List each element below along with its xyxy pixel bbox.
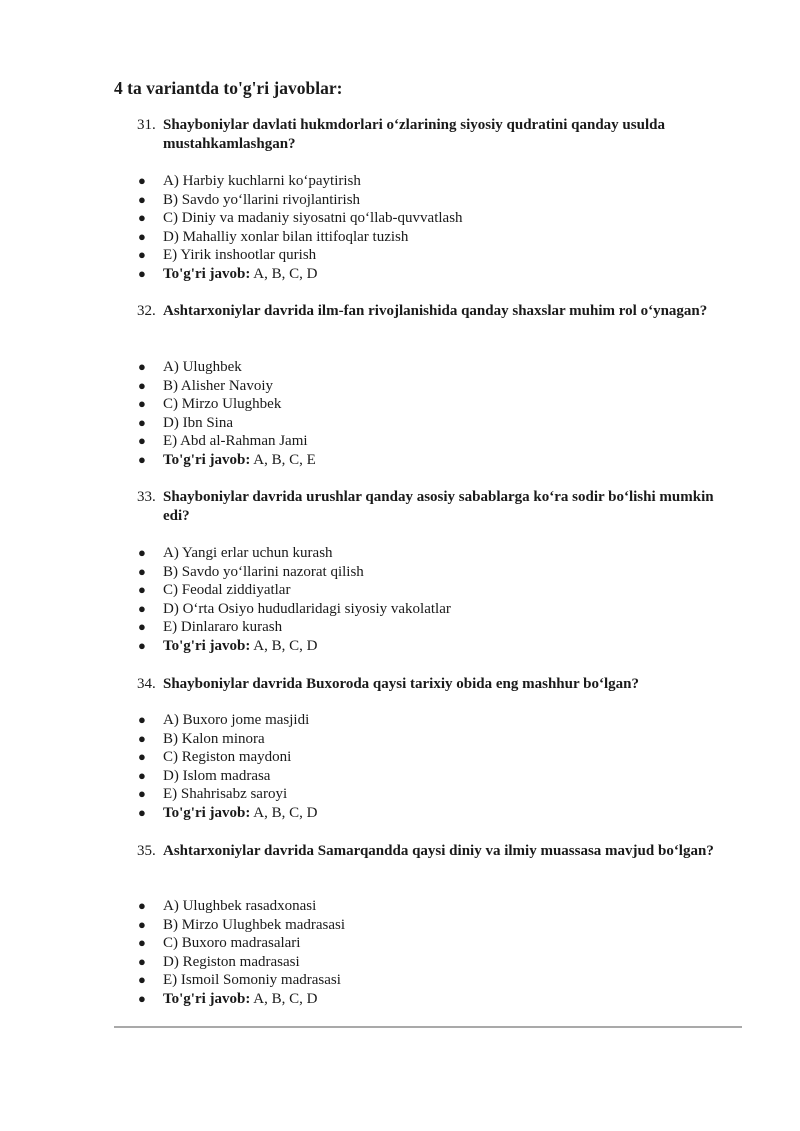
bullet-icon: ●: [138, 210, 146, 226]
bullet-icon: ●: [138, 173, 146, 188]
option-text: E) Yirik inshootlar qurish: [163, 247, 317, 264]
option-list: [0, 172, 463, 284]
bullet-icon: ●: [138, 767, 146, 783]
option-item: [0, 395, 316, 414]
option-text: A) Ulughbek rasadxonasi: [163, 898, 317, 914]
bullet-icon: ●: [138, 414, 146, 430]
question-number: 35.: [137, 843, 156, 859]
answer-item: [0, 990, 345, 1009]
option-item: [0, 916, 345, 935]
option-item: [0, 191, 463, 210]
option-list: [0, 544, 451, 656]
option-text: C) Buxoro madrasalari: [163, 935, 301, 952]
option-list: [0, 358, 316, 470]
option-item: [0, 767, 317, 786]
option-item: [0, 730, 317, 749]
bullet-icon: ●: [138, 972, 146, 988]
option-item: [0, 209, 463, 228]
question-number: 34.: [137, 676, 156, 692]
answer-label: To'g'ri javob:: [163, 451, 251, 468]
option-item: [0, 172, 463, 191]
page-heading: 4 ta variantda to'g'ri javoblar:: [114, 78, 343, 98]
option-item: [0, 971, 345, 990]
option-text: B) Savdo yo‘llarini rivojlantirish: [163, 191, 361, 208]
answer-item: [0, 637, 451, 656]
option-item: [0, 748, 317, 767]
bullet-icon: ●: [138, 804, 146, 820]
option-text: A) Harbiy kuchlarni ko‘paytirish: [163, 173, 361, 189]
option-item: [0, 618, 451, 637]
question-text: Ashtarxoniylar davrida ilm-fan rivojlanishida qanday shaxslar muhim rol o‘ynagan?: [163, 303, 708, 319]
footer-divider: [114, 1026, 742, 1028]
bullet-icon: ●: [138, 582, 146, 598]
option-item: [0, 600, 451, 619]
option-item: [0, 897, 345, 916]
option-text: D) Registon madrasasi: [163, 953, 300, 970]
option-item: [0, 246, 463, 265]
option-item: [0, 358, 316, 377]
answer-label: To'g'ri javob:: [163, 637, 251, 654]
bullet-icon: ●: [138, 749, 146, 765]
bullet-icon: ●: [138, 433, 146, 449]
option-text: E) Ismoil Somoniy madrasasi: [163, 972, 341, 989]
option-item: [0, 563, 451, 582]
question-title: [137, 842, 723, 861]
option-item: [0, 377, 316, 396]
bullet-icon: ●: [138, 619, 146, 635]
option-text: D) O‘rta Osiyo hududlaridagi siyosiy vakolatlar: [163, 600, 451, 617]
bullet-icon: ●: [138, 990, 146, 1006]
option-text: B) Kalon minora: [163, 730, 265, 747]
option-text: C) Mirzo Ulughbek: [163, 396, 282, 413]
option-item: [0, 544, 451, 563]
question-text: Shayboniylar davrida Buxoroda qaysi tarixiy obida eng mashhur bo‘lgan?: [163, 676, 639, 692]
option-text: D) Islom madrasa: [163, 767, 271, 784]
bullet-icon: ●: [138, 247, 146, 263]
bullet-icon: ●: [138, 228, 146, 244]
answer-label: To'g'ri javob:: [163, 265, 251, 282]
bullet-icon: ●: [138, 191, 146, 207]
option-item: [0, 934, 345, 953]
option-text: E) Dinlararo kurash: [163, 619, 283, 636]
option-text: D) Mahalliy xonlar bilan ittifoqlar tuzish: [163, 228, 409, 245]
option-text: B) Savdo yo‘llarini nazorat qilish: [163, 563, 364, 580]
bullet-icon: ●: [138, 786, 146, 802]
bullet-icon: ●: [138, 545, 146, 560]
option-text: E) Abd al-Rahman Jami: [163, 433, 308, 450]
question-text: Shayboniylar davlati hukmdorlari o‘zlarining siyosiy qudratini qanday usulda mustahkamlashgan?: [163, 117, 665, 152]
answer-label: To'g'ri javob:: [163, 804, 251, 821]
option-item: [0, 228, 463, 247]
answer-label: To'g'ri javob:: [163, 990, 251, 1007]
option-text: C) Feodal ziddiyatlar: [163, 582, 291, 599]
bullet-icon: ●: [138, 637, 146, 653]
bullet-icon: ●: [138, 953, 146, 969]
bullet-icon: ●: [138, 600, 146, 616]
bullet-icon: ●: [138, 359, 146, 374]
answer-value: A, B, C, D: [250, 265, 318, 282]
question-title: [137, 302, 723, 321]
option-text: E) Shahrisabz saroyi: [163, 786, 288, 803]
option-item: [0, 414, 316, 433]
option-list: [0, 711, 317, 823]
option-item: [0, 953, 345, 972]
option-item: [0, 711, 317, 730]
question-title: [137, 675, 723, 694]
answer-value: A, B, C, D: [250, 990, 318, 1007]
bullet-icon: ●: [138, 916, 146, 932]
question-text: Shayboniylar davrida urushlar qanday asosiy sabablarga ko‘ra sodir bo‘lishi mumkin edi?: [163, 489, 714, 524]
bullet-icon: ●: [138, 265, 146, 281]
bullet-icon: ●: [138, 396, 146, 412]
option-text: C) Registon maydoni: [163, 749, 292, 766]
option-item: [0, 581, 451, 600]
option-text: B) Alisher Navoiy: [163, 377, 273, 394]
bullet-icon: ●: [138, 935, 146, 951]
option-list: [0, 897, 345, 1009]
answer-value: A, B, C, E: [250, 451, 316, 468]
option-text: A) Ulughbek: [163, 359, 242, 375]
bullet-icon: ●: [138, 451, 146, 467]
option-text: A) Yangi erlar uchun kurash: [163, 545, 333, 561]
bullet-icon: ●: [138, 898, 146, 913]
bullet-icon: ●: [138, 730, 146, 746]
bullet-icon: ●: [138, 712, 146, 727]
bullet-icon: ●: [138, 563, 146, 579]
bullet-icon: ●: [138, 377, 146, 393]
question-text: Ashtarxoniylar davrida Samarqandda qaysi diniy va ilmiy muassasa mavjud bo‘lgan?: [163, 843, 714, 859]
answer-item: [0, 265, 463, 284]
answer-item: [0, 451, 316, 470]
option-item: [0, 785, 317, 804]
question-title: [137, 116, 723, 154]
option-text: A) Buxoro jome masjidi: [163, 712, 310, 728]
question-number: 31.: [137, 117, 156, 133]
option-text: B) Mirzo Ulughbek madrasasi: [163, 916, 346, 933]
option-text: C) Diniy va madaniy siyosatni qo‘llab-quvvatlash: [163, 210, 463, 227]
answer-value: A, B, C, D: [250, 637, 318, 654]
answer-item: [0, 804, 317, 823]
answer-value: A, B, C, D: [250, 804, 318, 821]
option-item: [0, 432, 316, 451]
question-number: 32.: [137, 303, 156, 319]
question-title: [137, 488, 723, 526]
option-text: D) Ibn Sina: [163, 414, 233, 431]
question-number: 33.: [137, 489, 156, 505]
